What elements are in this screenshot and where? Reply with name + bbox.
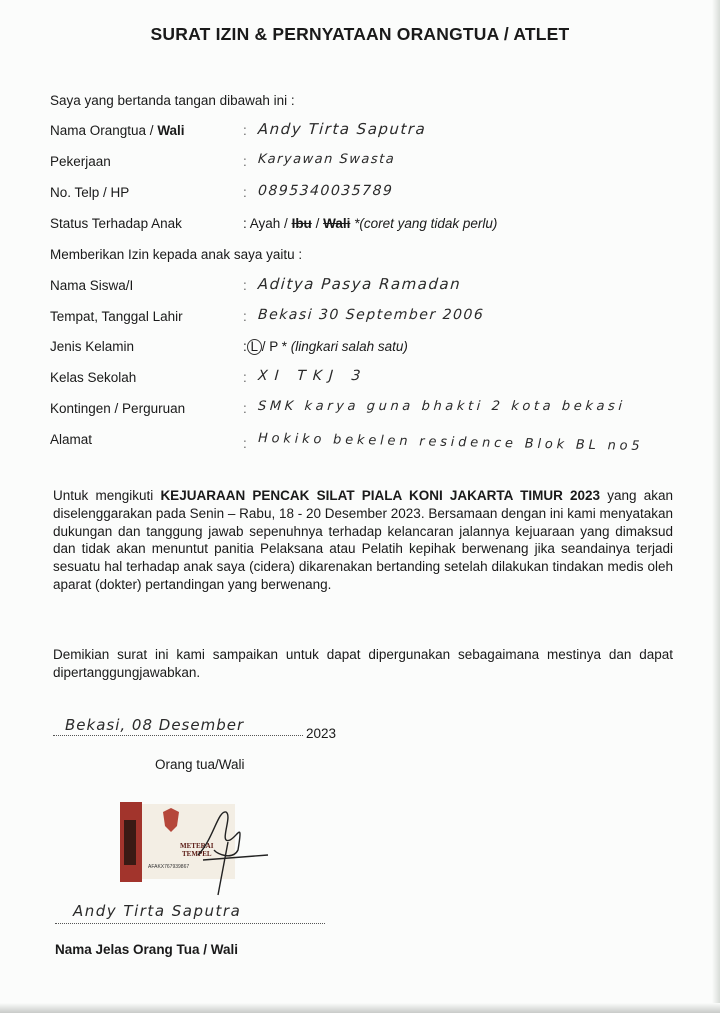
gender-l-circled: L — [247, 339, 262, 355]
birth-value: Bekasi 30 September 2006 — [257, 307, 485, 323]
place-date: Bekasi, 08 Desember — [53, 716, 303, 736]
parent-name-value: Andy Tirta Saputra — [257, 120, 427, 138]
colon: : — [243, 278, 247, 293]
student-name-label: Nama Siswa/I — [50, 278, 134, 293]
place-date-line — [53, 716, 303, 738]
purpose-text: Untuk mengikuti — [53, 488, 161, 503]
scan-bottom-edge — [0, 1003, 720, 1013]
colon: : — [243, 123, 247, 138]
permission-intro: Memberikan Izin kepada anak saya yaitu : — [50, 247, 303, 262]
paragraph-purpose — [53, 487, 673, 594]
gender-p: / P * — [261, 339, 291, 354]
status-label: Status Terhadap Anak — [50, 216, 182, 231]
svg-text:TEMPEL: TEMPEL — [182, 850, 212, 858]
meterai-stamp-with-signature — [118, 800, 278, 900]
year: 2023 — [306, 726, 337, 741]
svg-text:METERAI: METERAI — [180, 842, 214, 850]
class-value: XI TKJ 3 — [257, 368, 368, 384]
class-label: Kelas Sekolah — [50, 370, 137, 385]
contingent-value: SMK karya guna bhakti 2 kota bekasi — [257, 399, 627, 414]
job-label: Pekerjaan — [50, 154, 111, 169]
colon: : — [243, 436, 247, 451]
parent-name-label — [50, 123, 185, 138]
signed-name: Andy Tirta Saputra — [55, 902, 325, 924]
label-text: Nama Orangtua / — [50, 123, 158, 138]
contingent-label: Kontingen / Perguruan — [50, 401, 186, 416]
student-name-value: Aditya Pasya Ramadan — [257, 275, 462, 293]
phone-label: No. Telp / HP — [50, 185, 130, 200]
svg-text:AFAKX767939867: AFAKX767939867 — [148, 864, 190, 870]
phone-value: 0895340035789 — [257, 183, 394, 199]
address-label: Alamat — [50, 432, 93, 447]
separator: / — [311, 216, 324, 231]
colon: : — [243, 401, 247, 416]
status-wali-struck: Wali — [323, 216, 351, 231]
document-title: SURAT IZIN & PERNYATAAN ORANGTUA / ATLET — [150, 24, 570, 44]
signer-role: Orang tua/Wali — [155, 757, 245, 772]
intro-text: Saya yang bertanda tangan dibawah ini : — [50, 93, 295, 108]
birth-label: Tempat, Tanggal Lahir — [50, 309, 183, 324]
name-caption: Nama Jelas Orang Tua / Wali — [55, 942, 239, 957]
colon: : — [243, 185, 247, 200]
event-name: KEJUARAAN PENCAK SILAT PIALA KONI JAKARTA TIMUR 2023 — [160, 488, 601, 503]
colon: : — [243, 370, 247, 385]
struck-wali: Wali — [157, 123, 185, 138]
colon: : — [243, 154, 247, 169]
status-value — [243, 216, 497, 231]
status-note: *(coret yang tidak perlu) — [350, 216, 498, 231]
status-ibu-struck: Ibu — [291, 216, 312, 231]
job-value: Karyawan Swasta — [257, 152, 396, 167]
purpose-text-rest: yang akan diselenggarakan pada Senin – Rabu, 18 - 20 Desember 2023. Bersamaan dengan ini kami menyatakan dukungan dan tanggung jawab sepenuhnya terhadap kelancaran jalannya kejuaraan yang dimaksud dan tidak akan menuntut panitia Pelaksana atau Pelatih kepihak berwenang jika seandainya terjadi sesuatu hal terhadap anak saya (cidera) dikarenakan bertanding setelah dilakukan tindakan medis oleh aparat (dokter) pertandingan yang berwenang. — [53, 488, 673, 592]
scan-edge — [712, 0, 720, 1013]
gender-note: (lingkari salah satu) — [290, 339, 408, 354]
address-value: Hokiko bekelen residence Blok BL no5 — [257, 430, 644, 455]
colon: : — [243, 309, 247, 324]
paragraph-closing: Demikian surat ini kami sampaikan untuk dapat dipergunakan sebagaimana mestinya dan dapat dipertanggungjawabkan. — [53, 647, 673, 680]
colon: : — [243, 216, 247, 231]
colon: : — [243, 339, 247, 354]
status-ayah: Ayah / — [249, 216, 292, 231]
gender-value — [243, 339, 408, 355]
gender-label: Jenis Kelamin — [50, 339, 135, 354]
